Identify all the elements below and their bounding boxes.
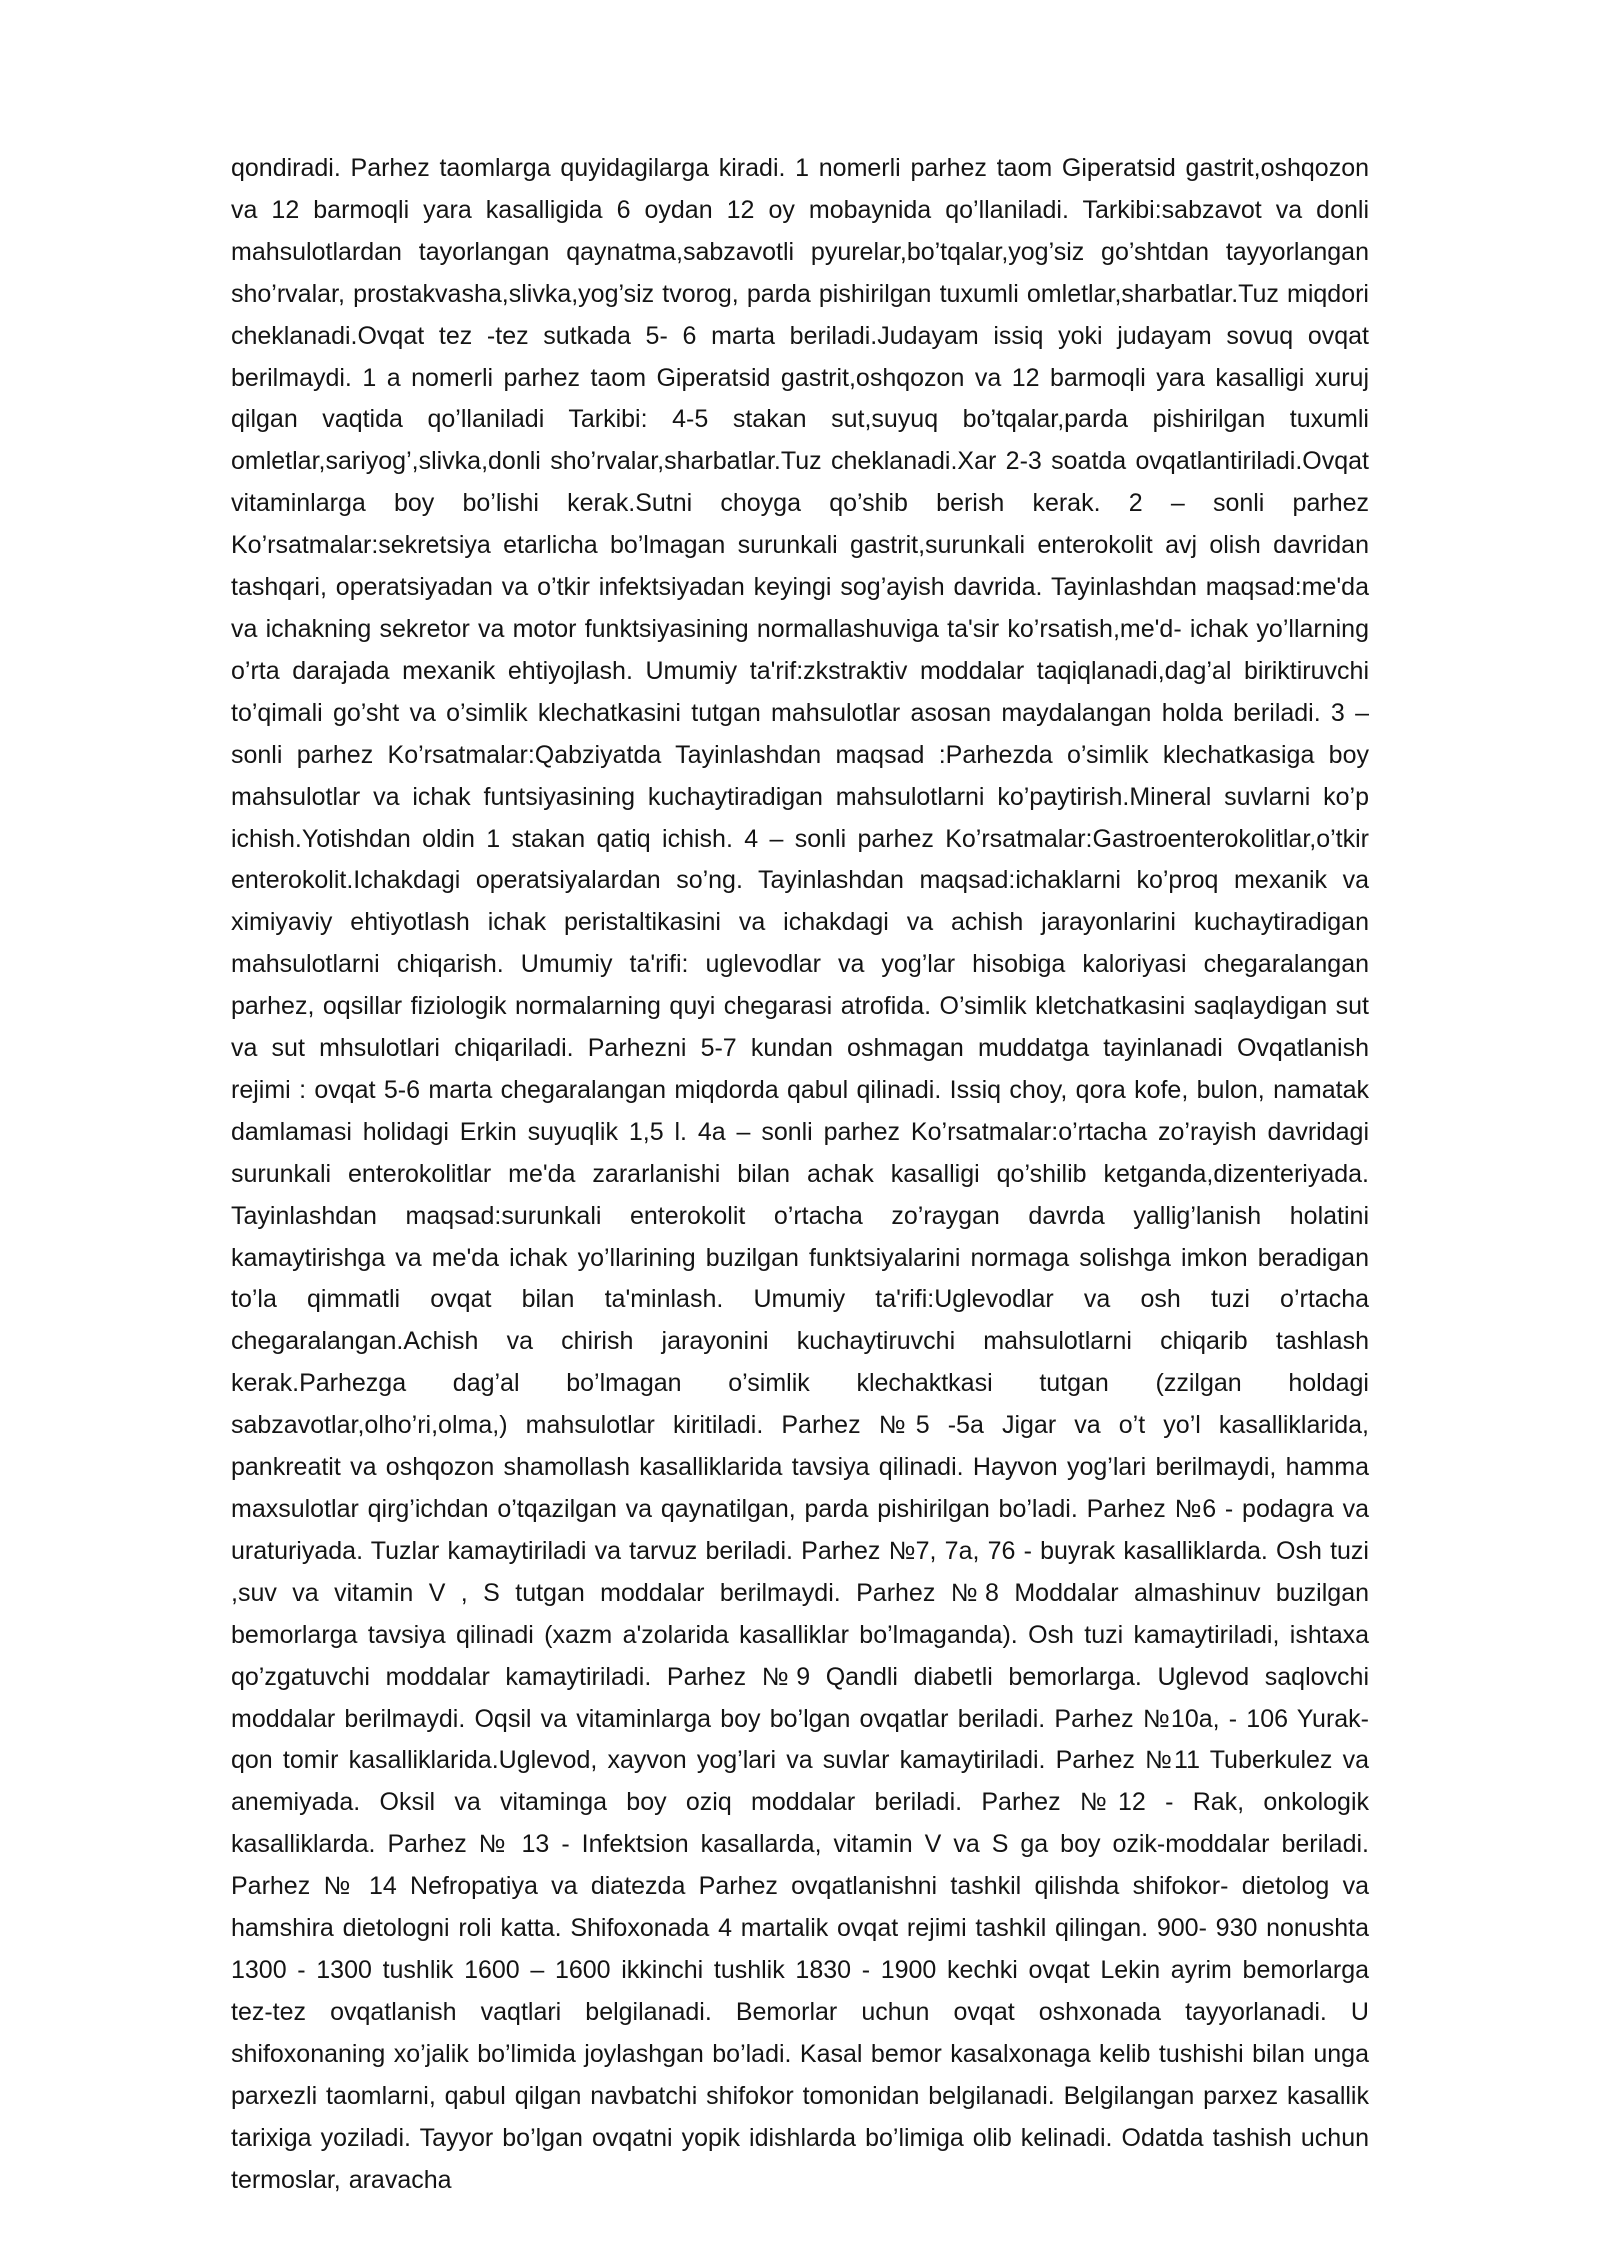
body-paragraph: qondiradi. Parhez taomlarga quyidagilarga kiradi. 1 nomerli parhez taom Giperatsid gastrit,oshqozon va 12 barmoqli yara kasalligida 6 oydan 12 oy mobaynida qo’llaniladi. Tarkibi:sabzavot va donli mahsulotlardan tayorlangan qaynatma,sabzavotli pyurelar,bo’tqalar,yog’siz go’shtdan tayyorlangan sho’rvalar, prostakvasha,slivka,yog’siz tvorog, parda pishirilgan tuxumli omletlar,sharbatlar.Tuz miqdori cheklanadi.Ovqat tez -tez sutkada 5- 6 marta beriladi.Judayam issiq yoki judayam sovuq ovqat berilmaydi. 1 a nomerli parhez taom Giperatsid gastrit,oshqozon va 12 barmoqli yara kasalligi xuruj qilgan vaqtida qo’llaniladi Tarkibi: 4-5 stakan sut,suyuq bo’tqalar,parda pishirilgan tuxumli omletlar,sariyog’,slivka,donli sho’rvalar,sharbatlar.Tuz cheklanadi.Xar 2-3 soatda ovqatlantiriladi.Ovqat vitaminlarga boy bo’lishi kerak.Sutni choyga qo’shib berish kerak. 2 – sonli parhez Ko’rsatmalar:sekretsiya etarlicha bo’lmagan surunkali gastrit,surunkali enterokolit avj olish davridan tashqari, operatsiyadan va o’tkir infektsiyadan keyingi sog’ayish davrida. Tayinlashdan maqsad:me'da va ichakning sekretor va motor funktsiyasining normallashuviga ta'sir ko’rsatish,me'd- ichak yo’llarning o’rta darajada mexanik ehtiyojlash. Umumiy ta'rif:zkstraktiv moddalar taqiqlanadi,dag’al biriktiruvchi to’qimali go’sht va o’simlik klechatkasini tutgan mahsulotlar asosan maydalangan holda beriladi. 3 – sonli parhez Ko’rsatmalar:Qabziyatda Tayinlashdan maqsad :Parhezda o’simlik klechatkasiga boy mahsulotlar va ichak funtsiyasining kuchaytiradigan mahsulotlarni ko’paytirish.Mineral suvlarni ko’p ichish.Yotishdan oldin 1 stakan qatiq ichish. 4 – sonli parhez Ko’rsatmalar:Gastroenterokolitlar,o’tkir enterokolit.Ichakdagi operatsiyalardan so’ng. Tayinlashdan maqsad:ichaklarni ko’proq mexanik va ximiyaviy ehtiyotlash ichak peristaltikasini va ichakdagi va achish jarayonlarini kuchaytiradigan mahsulotlarni chiqarish. Umumiy ta'rifi: uglevodlar va yog’lar hisobiga kaloriyasi chegaralangan parhez, oqsillar fiziologik normalarning quyi chegarasi atrofida. O’simlik kletchatkasini saqlaydigan sut va sut mhsulotlari chiqariladi. Parhezni 5-7 kundan oshmagan muddatga tayinlanadi Ovqatlanish rejimi : ovqat 5-6 marta chegaralangan miqdorda qabul qilinadi. Issiq choy, qora kofe, bulon, namatak damlamasi holidagi Erkin suyuqlik 1,5 l. 4a – sonli parhez Ko’rsatmalar:o’rtacha zo’rayish davridagi surunkali enterokolitlar me'da zararlanishi bilan achak kasalligi qo’shilib ketganda,dizenteriyada. Tayinlashdan maqsad:surunkali enterokolit o’rtacha zo’raygan davrda yallig’lanish holatini kamaytirishga va me'da ichak yo’llarining buzilgan funktsiyalarini normaga solishga imkon beradigan to’la qimmatli ovqat bilan ta'minlash. Umumiy ta'rifi:Uglevodlar va osh tuzi o’rtacha chegaralangan.Achish va chirish jarayonini kuchaytiruvchi mahsulotlarni chiqarib tashlash kerak.Parhezga dag’al bo’lmagan o’simlik klechaktkasi tutgan (zzilgan holdagi sabzavotlar,olho’ri,olma,) mahsulotlar kiritiladi. Parhez №5 -5a Jigar va o’t yo’l kasalliklarida, pankreatit va oshqozon shamollash kasalliklarida tavsiya qilinadi. Hayvon yog’lari berilmaydi, hamma maxsulotlar qirg’ichdan o’tqazilgan va qaynatilgan, parda pishirilgan bo’ladi. Parhez №6 - podagra va uraturiyada. Tuzlar kamaytiriladi va tarvuz beriladi. Parhez №7, 7a, 76 - buyrak kasalliklarda. Osh tuzi ,suv va vitamin V , S tutgan moddalar berilmaydi. Parhez №8 Moddalar almashinuv buzilgan bemorlarga tavsiya qilinadi (xazm a'zolarida kasalliklar bo’lmaganda). Osh tuzi kamaytiriladi, ishtaxa qo’zgatuvchi moddalar kamaytiriladi. Parhez №9 Qandli diabetli bemorlarga. Uglevod saqlovchi moddalar berilmaydi. Oqsil va vitaminlarga boy bo’lgan ovqatlar beriladi. Parhez №10a, - 106 Yurak- qon tomir kasalliklarida.Uglevod, xayvon yog’lari va suvlar kamaytiriladi. Parhez №11 Tuberkulez va anemiyada. Oksil va vitaminga boy oziq moddalar beriladi. Parhez №12 - Rak, onkologik kasalliklarda. Parhez № 13 - Infektsion kasallarda, vitamin V va S ga boy ozik-moddalar beriladi. Parhez № 14 Nefropatiya va diatezda Parhez ovqatlanishni tashkil qilishda shifokor- dietolog va hamshira dietologni roli katta. Shifoxonada 4 martalik ovqat rejimi tashkil qilingan. 900- 930 nonushta 1300 - 1300 tushlik 1600 – 1600 ikkinchi tushlik 1830 - 1900 kechki ovqat Lekin ayrim bemorlarga tez-tez ovqatlanish vaqtlari belgilanadi. Bemorlar uchun ovqat oshxonada tayyorlanadi. U shifoxonaning xo’jalik bo’limida joylashgan bo’ladi. Kasal bemor kasalxonaga kelib tushishi bilan unga parxezli taomlarni, qabul qilgan navbatchi shifokor tomonidan belgilanadi. Belgilangan parxez kasallik tarixiga yoziladi. Tayyor bo’lgan ovqatni yopik idishlarda bo’limiga olib kelinadi. Odatda tashish uchun termoslar, aravacha (231, 154, 1369, 2194)
document-page (231, 148, 1369, 2201)
